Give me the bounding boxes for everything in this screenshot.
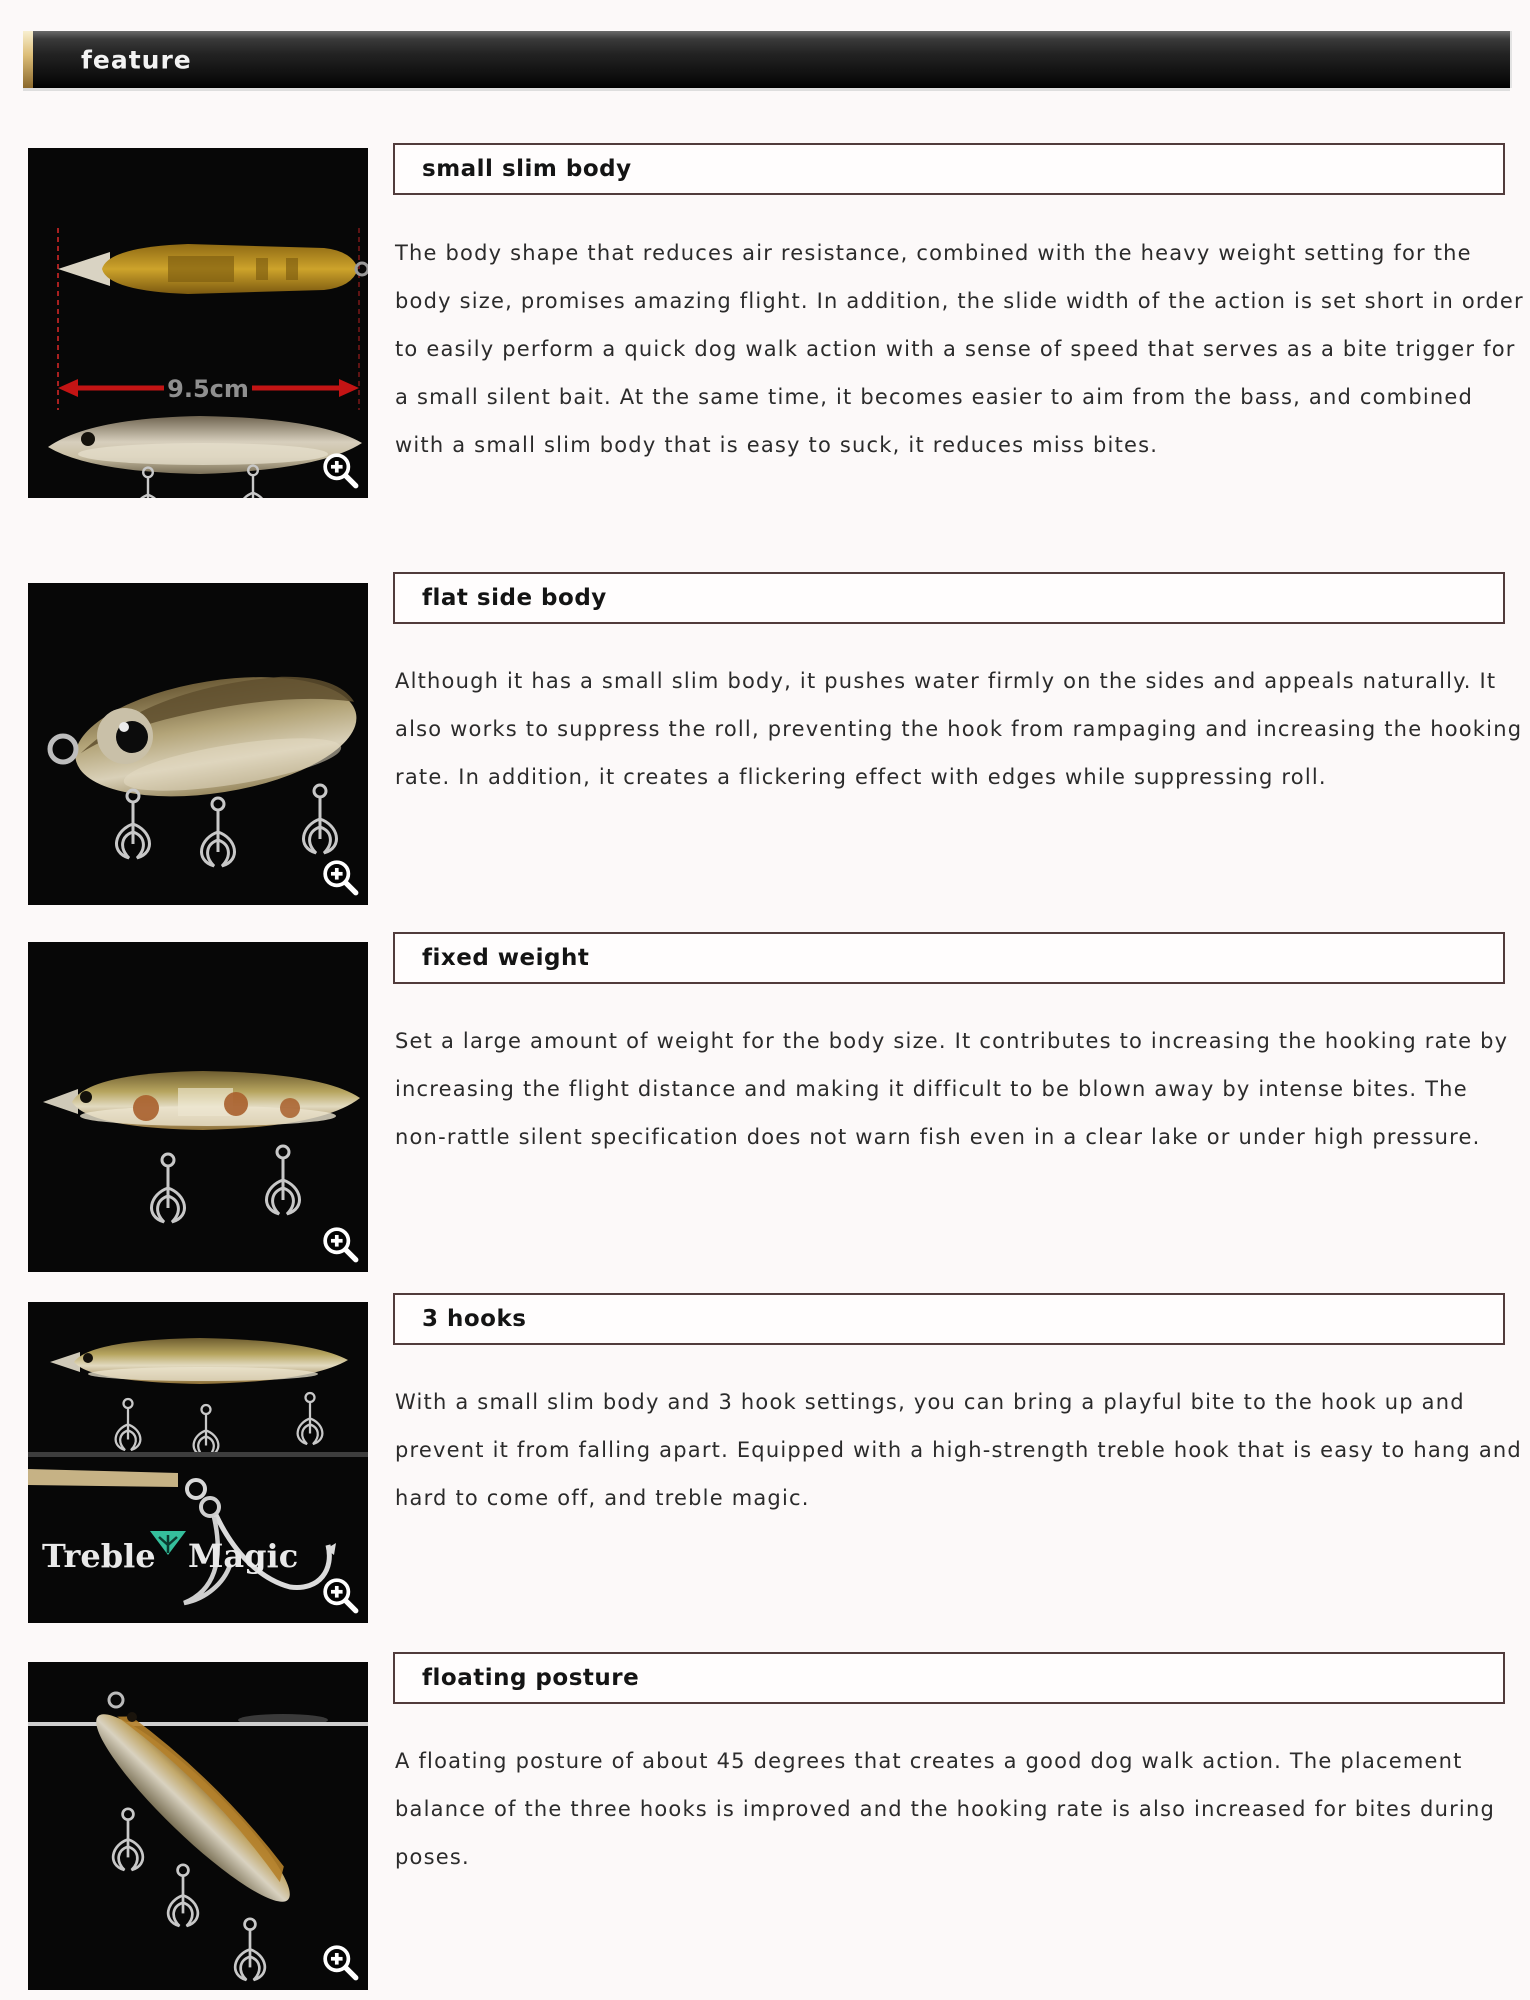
section-body: Although it has a small slim body, it pushes water firmly on the sides and appeals naturally. It also works to suppress the roll, preventing the hook from rampaging and increasing the hooking rate. In addition, it creates a flickering effect with edges while suppressing roll. bbox=[395, 669, 1523, 789]
lure-floating-graphic bbox=[28, 1662, 368, 1990]
section-title: small slim body bbox=[422, 156, 632, 182]
page-title: feature bbox=[81, 45, 192, 74]
section-body: A floating posture of about 45 degrees that creates a good dog walk action. The placement balance of the three hooks is improved and the hooking rate is also increased for bites during poses. bbox=[395, 1749, 1496, 1869]
feature-image-floating-posture[interactable] bbox=[28, 1662, 368, 1990]
feature-image-3-hooks[interactable] bbox=[28, 1302, 368, 1623]
gold-accent-stripe bbox=[23, 31, 33, 88]
feature-image-flat-side-body[interactable] bbox=[28, 583, 368, 905]
section-body: Set a large amount of weight for the body size. It contributes to increasing the hooking rate by increasing the flight distance and making it difficult to be blown away by intense bites. The non-rattle silent specification does not warn fish even in a clear lake or under high pressure. bbox=[395, 1029, 1509, 1149]
measurement-label: 9.5cm bbox=[167, 375, 249, 403]
lure-hooks-graphic bbox=[28, 1302, 368, 1452]
treble-magic-logo-right: Magic bbox=[188, 1537, 299, 1575]
feature-image-fixed-weight[interactable] bbox=[28, 942, 368, 1272]
lure-side-graphic bbox=[28, 942, 368, 1272]
zoom-in-icon[interactable] bbox=[322, 1577, 360, 1615]
section-title-box bbox=[393, 932, 1505, 984]
section-title: floating posture bbox=[422, 1665, 640, 1691]
section-body: The body shape that reduces air resistance, combined with the heavy weight setting for the body size, promises amazing flight. In addition, the slide width of the action is set short in order to easily perform a quick dog walk action with a sense of speed that serves as a bite trigger for a small silent bait. At the same time, it becomes easier to aim from the bass, and combined with a small slim body that is easy to suck, it reduces miss bites. bbox=[395, 241, 1524, 457]
lure-length-graphic bbox=[28, 148, 368, 498]
treble-magic-logo-left: Treble bbox=[42, 1537, 156, 1575]
section-body: With a small slim body and 3 hook settings, you can bring a playful bite to the hook up and prevent it from falling apart. Equipped with a high-strength treble hook that is easy to hang and hard to come off, and treble magic. bbox=[395, 1390, 1522, 1510]
feature-image-small-slim-body[interactable] bbox=[28, 148, 368, 498]
treble-magic-graphic bbox=[28, 1457, 368, 1623]
section-title-box bbox=[393, 572, 1505, 624]
section-title-box bbox=[393, 143, 1505, 195]
feature-header-bar bbox=[23, 31, 1510, 88]
section-title: flat side body bbox=[422, 585, 607, 611]
section-title-box bbox=[393, 1652, 1505, 1704]
section-title: fixed weight bbox=[422, 945, 590, 971]
zoom-in-icon[interactable] bbox=[322, 452, 360, 490]
lure-front-graphic bbox=[28, 583, 368, 905]
section-title-box bbox=[393, 1293, 1505, 1345]
zoom-in-icon[interactable] bbox=[322, 1226, 360, 1264]
zoom-in-icon[interactable] bbox=[322, 859, 360, 897]
section-title: 3 hooks bbox=[422, 1306, 527, 1332]
zoom-in-icon[interactable] bbox=[322, 1944, 360, 1982]
